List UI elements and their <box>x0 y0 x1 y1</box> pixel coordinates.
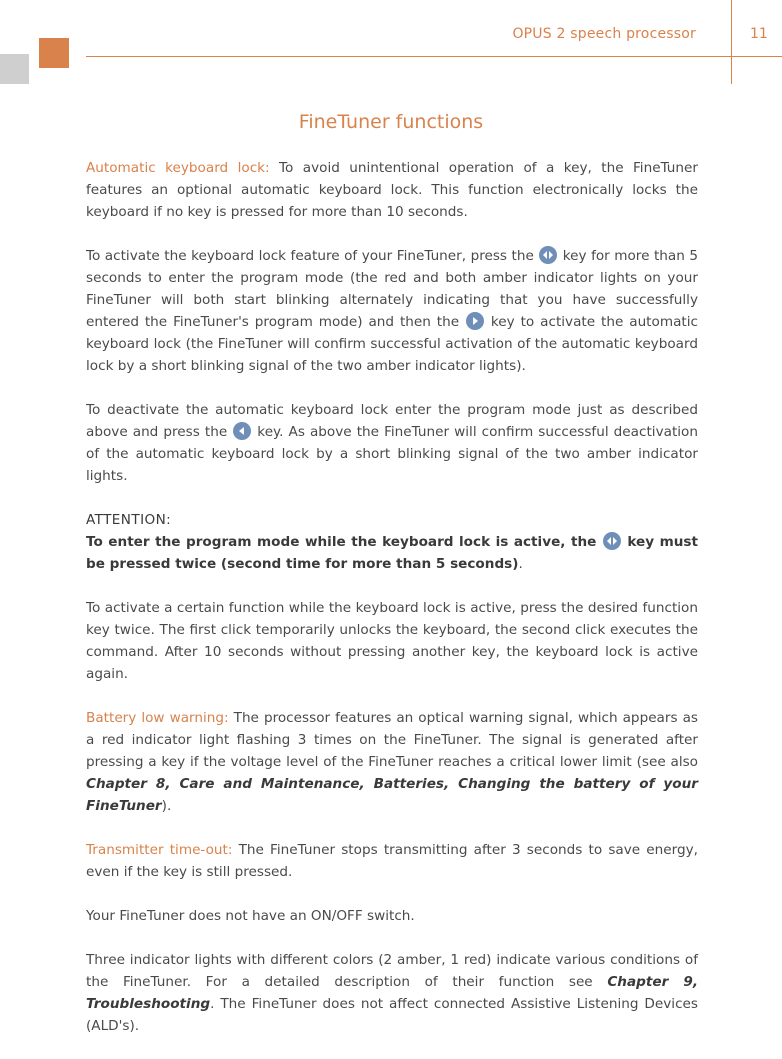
keyboard-lock-lead: Automatic keyboard lock: <box>86 160 270 176</box>
indicators-chapter-reference: Chapter 9, Troubleshooting <box>86 974 698 1012</box>
deactivate-paragraph <box>86 399 698 487</box>
attention-paragraph <box>86 509 698 575</box>
keyboard-lock-text: To avoid unintentional operation of a key, the FineTuner features an optional automatic keyboard lock. This function electronically locks the keyboard if no key is pressed for more than 10 seconds. <box>86 160 698 220</box>
battery-end: ). <box>161 798 172 814</box>
activate-text-1: To activate the keyboard lock feature of your FineTuner, press the <box>86 248 539 264</box>
keyboard-lock-paragraph <box>86 157 698 223</box>
activate-text-2: key for more than 5 seconds to enter the program mode (the red and both amber indicator lights on your FineTuner will both start blinking alternately indicating that you have successfully entered the FineTuner's program mode) and then the <box>86 248 698 330</box>
timeout-text: The FineTuner stops transmitting after 3 seconds to save energy, even if the key is still pressed. <box>86 842 698 880</box>
battery-chapter-reference: Chapter 8, Care and Maintenance, Batteries, Changing the battery of your FineTuner <box>86 776 698 814</box>
attention-text-1: To enter the program mode while the keyboard lock is active, the <box>86 534 602 550</box>
battery-text: The processor features an optical warning signal, which appears as a red indicator light flashing 3 times on the FineTuner. The signal is generated after pressing a key if the voltage level of the FineTuner reaches a critical lower limit (see also <box>86 710 698 770</box>
activate-text-3: key to activate the automatic keyboard lock (the FineTuner will confirm successful activation of the automatic keyboard lock by a short blinking signal of the two amber indicator lights). <box>86 314 698 374</box>
indicators-text: Three indicator lights with different colors (2 amber, 1 red) indicate various conditions of the FineTuner. For a detailed description of their function see <box>86 952 698 990</box>
timeout-lead: Transmitter time-out: <box>86 842 233 858</box>
body-content <box>86 157 698 1059</box>
page-number: 11 <box>750 26 768 42</box>
timeout-paragraph <box>86 839 698 883</box>
attention-text-2: key must be pressed twice (second time for more than 5 seconds) <box>86 534 699 572</box>
header-divider <box>731 0 732 84</box>
left-right-key-icon <box>603 532 621 550</box>
onoff-paragraph: Your FineTuner does not have an ON/OFF switch. <box>86 908 415 924</box>
indicators-paragraph <box>86 949 698 1037</box>
attention-end: . <box>518 556 523 572</box>
function-key-paragraph: To activate a certain function while the keyboard lock is active, press the desired function key twice. The first click temporarily unlocks the keyboard, the second click executes the command. After 10 seconds without pressing another key, the keyboard lock is active again. <box>86 600 698 682</box>
battery-lead: Battery low warning: <box>86 710 229 726</box>
side-tab-marker <box>0 54 29 84</box>
chapter-marker <box>39 38 69 68</box>
attention-label: ATTENTION: <box>86 512 172 528</box>
activate-paragraph <box>86 245 698 377</box>
page-heading: FineTuner functions <box>298 111 484 133</box>
left-arrow-key-icon <box>233 422 251 440</box>
running-header-title: OPUS 2 speech processor <box>512 26 696 42</box>
left-right-key-icon <box>539 246 557 264</box>
indicators-end: . The FineTuner does not affect connected Assistive Listening Devices (ALD's). <box>86 996 698 1034</box>
battery-paragraph <box>86 707 698 817</box>
header-rule <box>86 56 782 57</box>
right-arrow-key-icon <box>466 312 484 330</box>
deactivate-text-2: key. As above the FineTuner will confirm successful deactivation of the automatic keyboard lock by a short blinking signal of the two amber indicator lights. <box>86 424 698 484</box>
deactivate-text-1: To deactivate the automatic keyboard lock enter the program mode just as described above and press the <box>86 402 698 440</box>
